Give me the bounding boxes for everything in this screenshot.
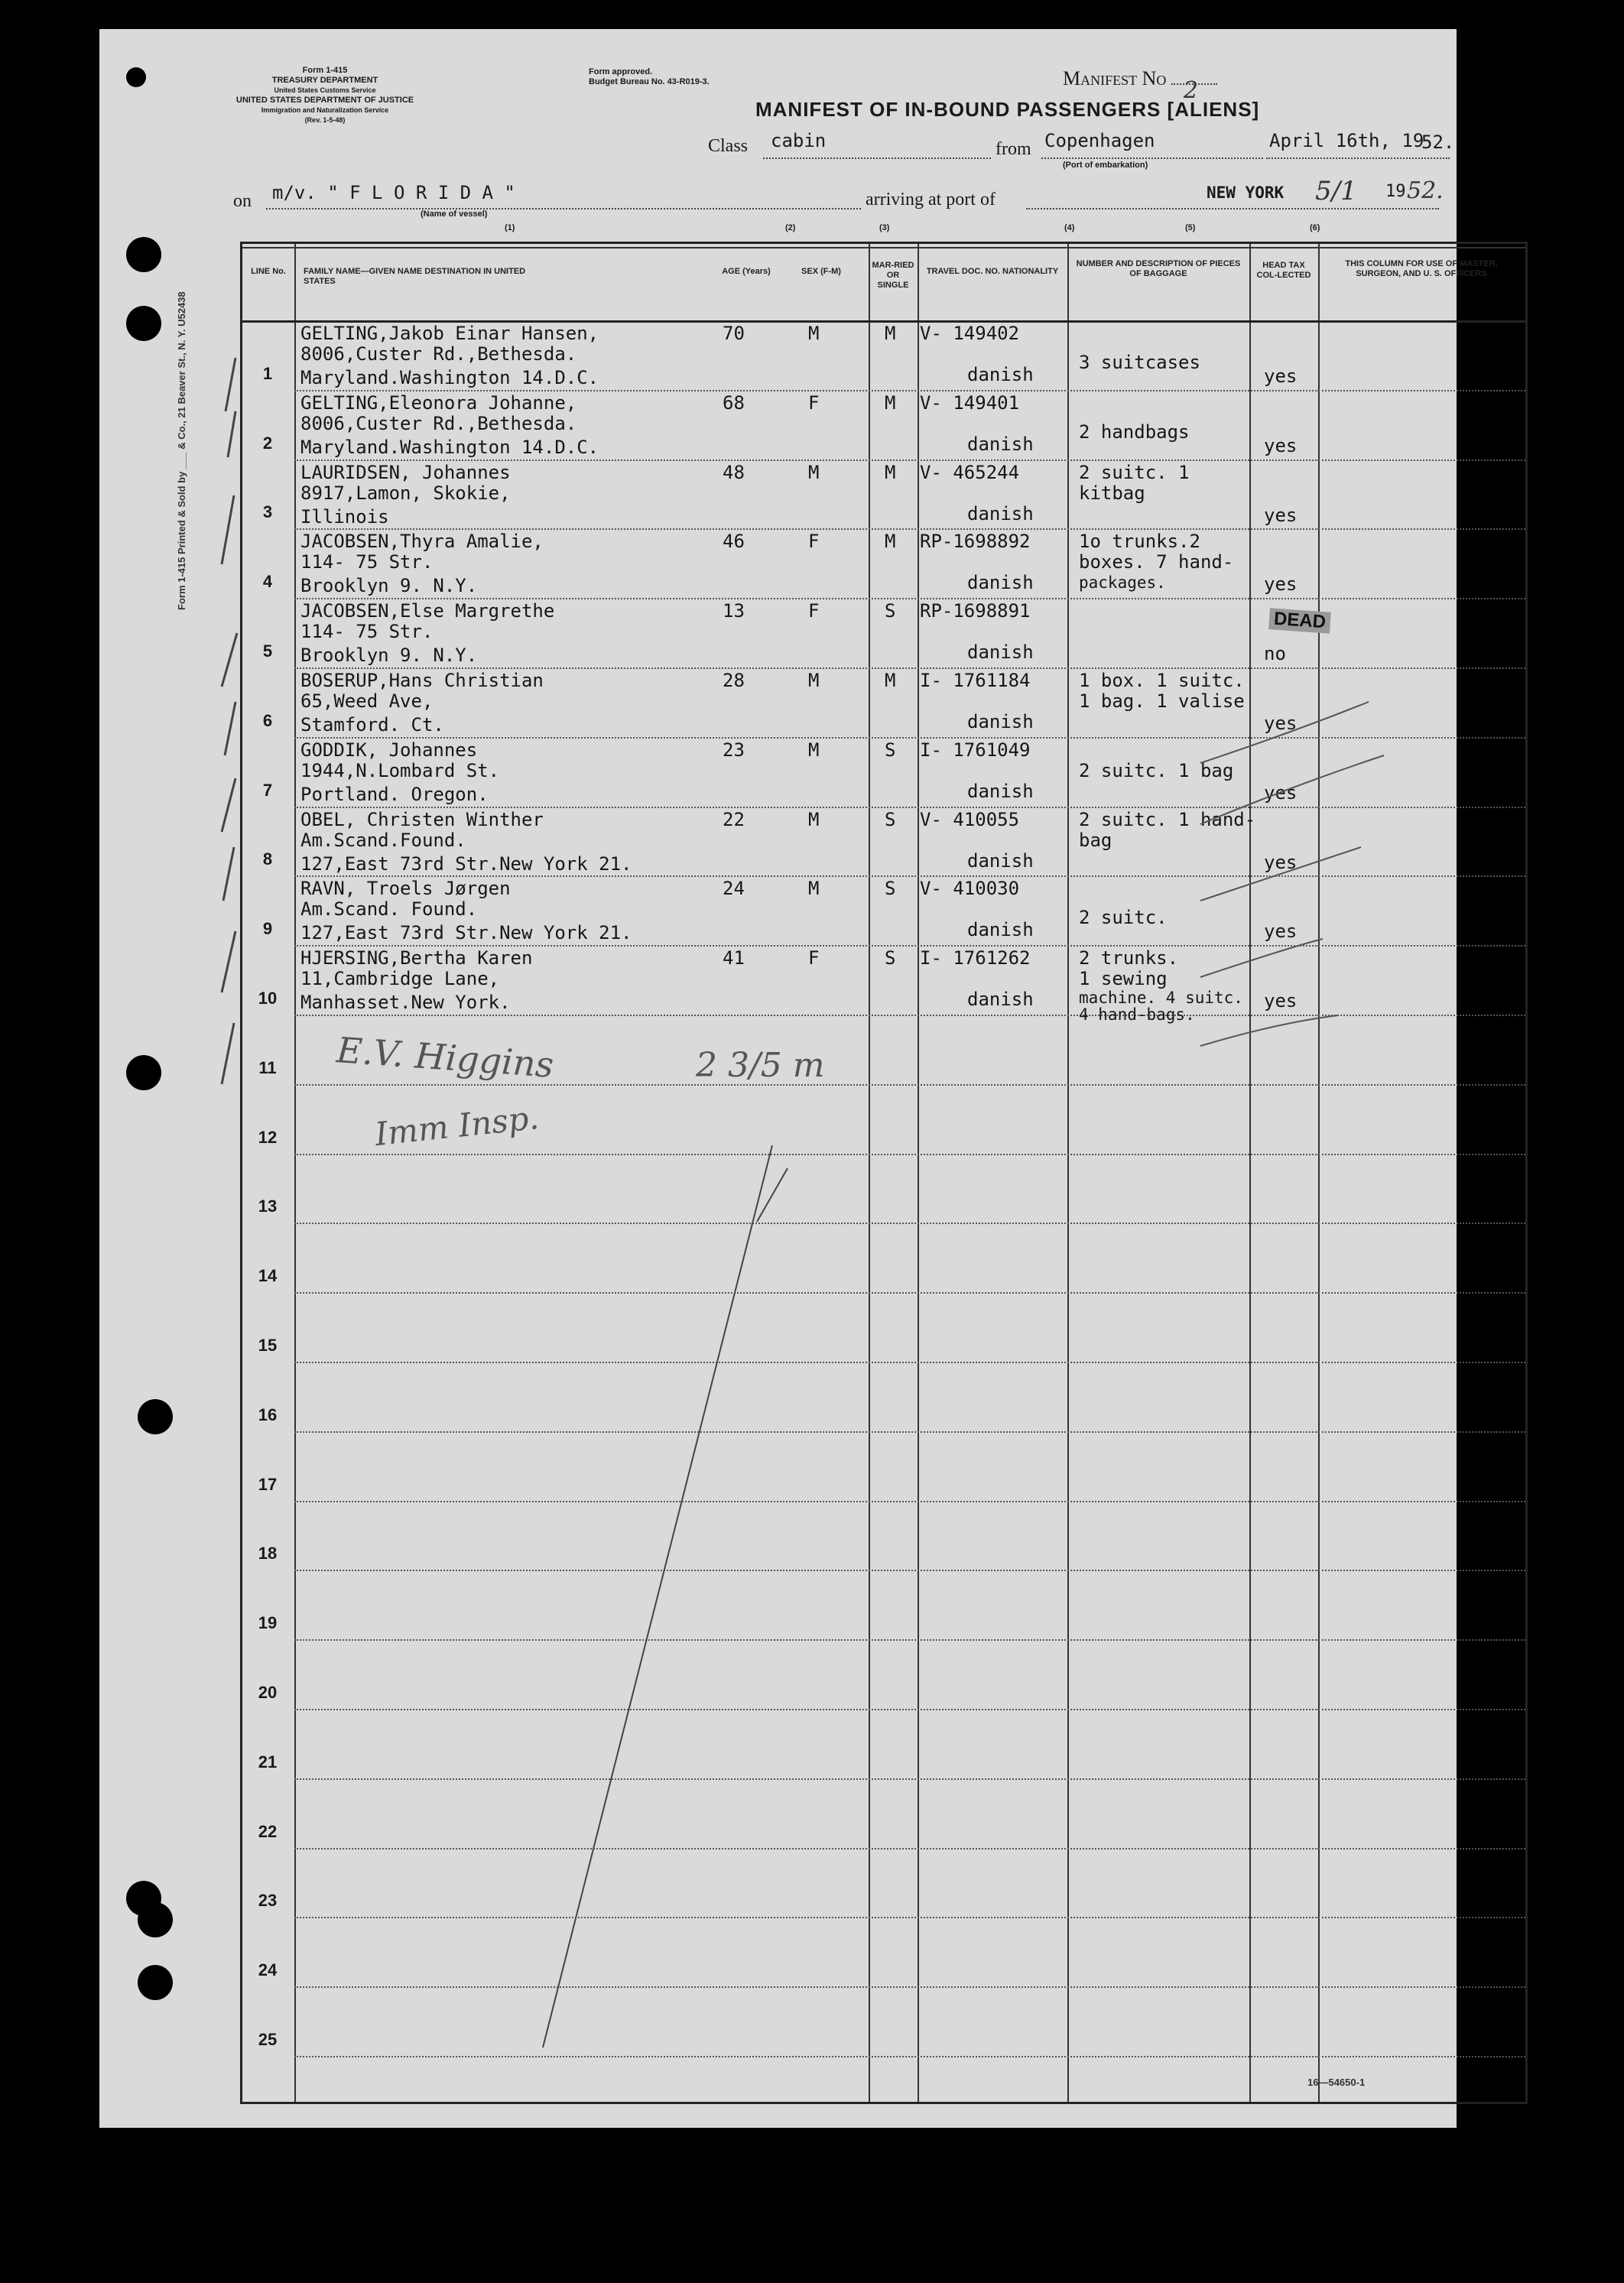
head-tax: yes — [1264, 504, 1298, 526]
line-number: 14 — [258, 1266, 278, 1286]
head-tax: yes — [1264, 851, 1298, 873]
passenger-address-1: 114- 75 Str. — [300, 621, 434, 643]
travel-doc-number: RP-1698891 — [920, 600, 1031, 622]
col-number-3: (3) — [879, 223, 890, 232]
line-number: 7 — [262, 780, 273, 800]
pen-strokes — [99, 29, 1457, 2128]
baggage-line-3: packages. — [1079, 573, 1166, 593]
ins-service: Immigration and Naturalization Service — [261, 106, 389, 114]
manifest-no-label: Manifest No 2 — [1063, 67, 1217, 90]
passenger-name: GELTING,Eleonora Johanne, — [300, 391, 577, 414]
passenger-address-2: Manhasset.New York. — [300, 992, 511, 1014]
passenger-name: RAVN, Troels Jørgen — [300, 878, 511, 900]
punch-hole — [138, 1902, 173, 1937]
footer-code: 16—54650-1 — [1307, 2077, 1366, 2088]
baggage-line-1: 2 suitc. — [1079, 907, 1168, 929]
passenger-age: 23 — [723, 739, 745, 761]
line-number: 25 — [258, 2030, 278, 2049]
travel-doc-number: V- 410030 — [920, 878, 1020, 900]
departure-date: April 16th, 19 — [1269, 130, 1424, 151]
line-number: 11 — [258, 1057, 277, 1077]
line-number: 9 — [262, 919, 273, 939]
passenger-marital-status: S — [885, 600, 896, 622]
passenger-nationality: danish — [967, 572, 1034, 594]
from-value: Copenhagen — [1044, 130, 1155, 151]
passenger-sex: M — [808, 739, 820, 761]
manifest-page — [99, 29, 1498, 2128]
from-label: from — [996, 139, 1031, 159]
baggage-line-2: bag — [1079, 829, 1112, 851]
punch-hole — [126, 67, 146, 87]
passenger-address-1: Am.Scand.Found. — [300, 829, 466, 851]
customs-service: United States Customs Service — [274, 86, 376, 94]
col-baggage: NUMBER AND DESCRIPTION OF PIECES OF BAGGAGE — [1076, 259, 1241, 278]
passenger-marital-status: M — [885, 323, 896, 344]
arrival-year-prefix: 19 — [1385, 182, 1406, 201]
baggage-line-2: 1 sewing — [1079, 968, 1168, 990]
passenger-address-1: 8006,Custer Rd.,Bethesda. — [300, 343, 577, 365]
passenger-address-1: 114- 75 Str. — [300, 551, 434, 573]
passenger-nationality: danish — [967, 711, 1034, 732]
form-approved: Form approved. — [589, 67, 653, 76]
line-number: 24 — [258, 1960, 278, 1980]
officer-marks — [1200, 702, 1384, 1046]
passenger-sex: M — [808, 878, 820, 900]
line-number: 23 — [258, 1891, 278, 1911]
form-number: Form 1-415 — [302, 66, 348, 75]
passenger-name: GELTING,Jakob Einar Hansen, — [300, 323, 599, 344]
passenger-nationality: danish — [967, 502, 1034, 524]
passenger-sex: M — [808, 461, 820, 483]
line-number: 10 — [258, 989, 278, 1008]
travel-doc-number: V- 149402 — [920, 323, 1020, 344]
passenger-address-2: Maryland.Washington 14.D.C. — [300, 367, 599, 388]
baggage-line-2: kitbag — [1079, 482, 1145, 504]
baggage-line-1: 1 box. 1 suitc. — [1079, 670, 1245, 691]
on-label: on — [233, 191, 252, 211]
passenger-age: 48 — [723, 461, 745, 483]
passenger-name: OBEL, Christen Winther — [300, 808, 544, 830]
vessel-name: m/v. " F L O R I D A " — [272, 182, 515, 203]
baggage-line-1: 2 suitc. 1 hand- — [1079, 808, 1256, 830]
col-officers: THIS COLUMN FOR USE OF MASTER, SURGEON, AND U. S. OFFICERS — [1345, 259, 1498, 278]
departure-year: 52. — [1421, 132, 1455, 153]
line-number: 19 — [258, 1613, 278, 1633]
head-tax: yes — [1264, 434, 1298, 456]
line-number: 15 — [258, 1336, 278, 1355]
passenger-address-2: Maryland.Washington 14.D.C. — [300, 436, 599, 458]
head-tax: yes — [1264, 573, 1298, 596]
class-value: cabin — [771, 130, 827, 151]
passenger-marital-status: S — [885, 739, 896, 761]
passenger-address-1: 8006,Custer Rd.,Bethesda. — [300, 412, 577, 434]
passenger-address-1: 8917,Lamon, Skokie, — [300, 482, 511, 504]
passenger-sex: F — [808, 947, 820, 969]
col-travel-doc: TRAVEL DOC. NO. NATIONALITY — [926, 267, 1059, 276]
passenger-address-2: Brooklyn 9. N.Y. — [300, 645, 478, 667]
travel-doc-number: I- 1761262 — [920, 947, 1031, 969]
passenger-sex: F — [808, 600, 820, 622]
col-head-tax: HEAD TAX COL-LECTED — [1256, 261, 1311, 280]
travel-doc-number: V- 410055 — [920, 808, 1020, 830]
budget-bureau: Budget Bureau No. 43-R019-3. — [589, 77, 710, 86]
passenger-name: JACOBSEN,Else Margrethe — [300, 600, 555, 622]
passenger-address-2: Stamford. Ct. — [300, 714, 444, 736]
handwritten-time: 2 3/5 m — [696, 1046, 825, 1085]
head-tax: no — [1264, 643, 1286, 665]
passenger-address-2: Illinois — [300, 505, 389, 528]
head-tax: yes — [1264, 781, 1298, 804]
travel-doc-number: RP-1698892 — [920, 531, 1031, 553]
line-number: 3 — [262, 502, 273, 522]
passenger-marital-status: S — [885, 878, 896, 900]
baggage-line-3: machine. 4 suitc. 4 hand-bags. — [1079, 989, 1243, 1025]
passenger-sex: M — [808, 323, 820, 344]
arrival-year: 52. — [1407, 177, 1444, 204]
passenger-sex: F — [808, 531, 820, 553]
baggage-line-1: 1o trunks.2 — [1079, 531, 1200, 553]
travel-doc-number: I- 1761184 — [920, 670, 1031, 691]
passenger-marital-status: M — [885, 461, 896, 483]
passenger-age: 13 — [723, 600, 745, 622]
punch-hole — [126, 1055, 161, 1090]
punch-hole — [126, 306, 161, 341]
passenger-address-1: Am.Scand. Found. — [300, 898, 478, 921]
inspector-title: Imm Insp. — [373, 1098, 541, 1154]
head-tax: yes — [1264, 713, 1298, 734]
baggage-line-2: boxes. 7 hand- — [1079, 551, 1234, 573]
travel-doc-number: I- 1761049 — [920, 739, 1031, 761]
head-tax: yes — [1264, 921, 1298, 943]
arriving-label: arriving at port of — [866, 190, 996, 209]
passenger-address-2: Brooklyn 9. N.Y. — [300, 575, 478, 597]
passenger-marital-status: S — [885, 947, 896, 969]
passenger-nationality: danish — [967, 364, 1034, 385]
passenger-age: 46 — [723, 531, 745, 553]
passenger-age: 24 — [723, 878, 745, 900]
col-number-4: (4) — [1064, 223, 1075, 232]
baggage-line-1: 2 trunks. — [1079, 947, 1179, 969]
stamp-mark: DEAD — [1268, 608, 1331, 634]
passenger-sex: M — [808, 808, 820, 830]
passenger-nationality: danish — [967, 433, 1034, 455]
passenger-marital-status: M — [885, 531, 896, 553]
head-tax: yes — [1264, 365, 1298, 387]
revision: (Rev. 1-5-48) — [304, 116, 346, 124]
passenger-age: 41 — [723, 947, 745, 969]
baggage-line-1: 2 suitc. 1 bag — [1079, 759, 1234, 781]
passenger-marital-status: M — [885, 670, 896, 691]
port-embark-caption: (Port of embarkation) — [1063, 161, 1148, 170]
line-number: 4 — [262, 572, 273, 592]
baggage-line-2: 1 bag. 1 valise — [1079, 690, 1245, 712]
treasury-dept: TREASURY DEPARTMENT — [271, 76, 378, 85]
line-number: 2 — [262, 433, 273, 453]
punch-hole — [138, 1399, 173, 1434]
col-number-2: (2) — [785, 223, 796, 232]
passenger-nationality: danish — [967, 919, 1034, 941]
passenger-age: 22 — [723, 808, 745, 830]
line-number: 13 — [258, 1197, 278, 1216]
baggage-line-1: 2 handbags — [1079, 421, 1190, 443]
col-number-5: (5) — [1185, 223, 1196, 232]
col-number-1: (1) — [505, 223, 515, 232]
passenger-address-1: 11,Cambridge Lane, — [300, 968, 500, 990]
arrival-port: NEW YORK — [1207, 183, 1285, 202]
col-age: AGE (Years) — [722, 267, 771, 276]
passenger-address-1: 65,Weed Ave, — [300, 690, 434, 712]
line-number: 1 — [262, 363, 273, 383]
vessel-caption: (Name of vessel) — [421, 209, 488, 219]
passenger-name: HJERSING,Bertha Karen — [300, 947, 533, 969]
passenger-address-2: 127,East 73rd Str.New York 21. — [300, 852, 632, 875]
check-marks — [222, 358, 237, 1084]
travel-doc-number: V- 149401 — [920, 391, 1020, 414]
line-number: 5 — [262, 641, 273, 661]
passenger-address-1: 1944,N.Lombard St. — [300, 759, 500, 781]
passenger-nationality: danish — [967, 780, 1034, 802]
passenger-marital-status: S — [885, 808, 896, 830]
line-number: 8 — [262, 849, 273, 869]
head-tax: yes — [1264, 990, 1298, 1012]
line-number: 18 — [258, 1544, 278, 1564]
passenger-nationality: danish — [967, 989, 1034, 1011]
col-number-6: (6) — [1310, 223, 1320, 232]
passenger-nationality: danish — [967, 849, 1034, 872]
passenger-address-2: Portland. Oregon. — [300, 783, 489, 805]
passenger-name: LAURIDSEN, Johannes — [300, 461, 511, 483]
passenger-nationality: danish — [967, 641, 1034, 664]
col-married: MAR-RIED OR SINGLE — [872, 261, 914, 290]
manifest-no-value: 2 — [1183, 77, 1198, 104]
col-name: FAMILY NAME—GIVEN NAME DESTINATION IN UNITED STATES — [304, 267, 526, 286]
line-number: 22 — [258, 1821, 278, 1841]
manifest-title: MANIFEST OF IN-BOUND PASSENGERS [ALIENS] — [755, 98, 1260, 121]
punch-hole — [126, 237, 161, 272]
arrival-date-handwritten: 5/1 — [1315, 176, 1357, 206]
justice-dept: UNITED STATES DEPARTMENT OF JUSTICE — [235, 96, 414, 105]
line-number: 12 — [258, 1127, 278, 1147]
travel-doc-number: V- 465244 — [920, 461, 1020, 483]
printer-credit: Form 1-415 Printed & Sold by ___ & Co., 21 Beaver St., N. Y. U52438 — [176, 291, 187, 610]
line-number: 20 — [258, 1683, 278, 1702]
passenger-age: 28 — [723, 670, 745, 691]
passenger-name: GODDIK, Johannes — [300, 739, 478, 761]
passenger-sex: M — [808, 670, 820, 691]
passenger-name: JACOBSEN,Thyra Amalie, — [300, 531, 544, 553]
class-label: Class — [708, 136, 749, 156]
line-number: 6 — [262, 710, 273, 730]
punch-hole — [138, 1965, 173, 2000]
diagonal-cancel-line — [543, 1145, 772, 2048]
baggage-line-1: 2 suitc. 1 — [1079, 461, 1190, 483]
baggage-line-1: 3 suitcases — [1079, 352, 1200, 373]
passenger-age: 68 — [723, 391, 745, 414]
line-number: 16 — [258, 1405, 278, 1424]
inspector-signature: E.V. Higgins — [335, 1029, 555, 1086]
passenger-marital-status: M — [885, 391, 896, 414]
passenger-address-2: 127,East 73rd Str.New York 21. — [300, 922, 632, 944]
passenger-age: 70 — [723, 323, 745, 344]
passenger-name: BOSERUP,Hans Christian — [300, 670, 544, 691]
line-number: 21 — [258, 1752, 278, 1772]
col-sex: SEX (F-M) — [801, 267, 841, 276]
passenger-sex: F — [808, 391, 820, 414]
line-number: 17 — [258, 1474, 278, 1494]
col-line-no: LINE No. — [251, 267, 286, 276]
